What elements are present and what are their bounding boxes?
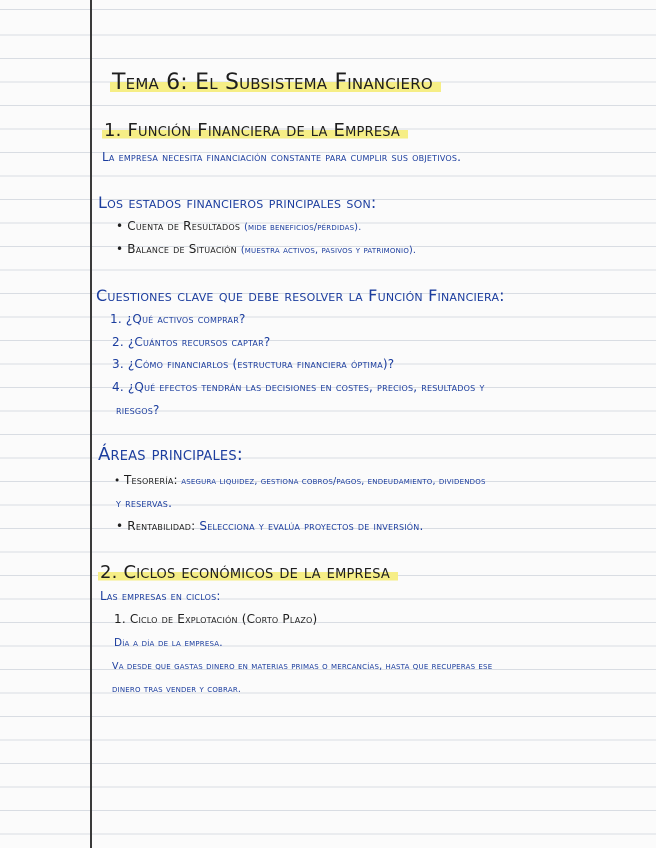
- section2-heading: 2. Ciclos económicos de la empresa: [98, 562, 398, 583]
- cycle1-line-3: dinero tras vender y cobrar.: [112, 684, 242, 695]
- section1-intro: La empresa necesita financiación constante para cumplir sus objetivos.: [102, 150, 462, 164]
- cycle1-heading: 1. Ciclo de Explotación (Corto Plazo): [114, 612, 318, 626]
- list-item-continued: y reservas.: [116, 496, 173, 510]
- list-item: • Cuenta de Resultados (mide beneficios/pérdidas).: [116, 219, 362, 233]
- question-item-1: 1. ¿Qué activos comprar?: [110, 312, 246, 326]
- states-heading: Los estados financieros principales son:: [98, 193, 377, 212]
- page-title: Tema 6: El Subsistema Financiero: [110, 70, 441, 95]
- cycle1-line-1: Día a día de la empresa.: [114, 637, 223, 649]
- questions-heading: Cuestiones clave que debe resolver la Función Financiera:: [96, 286, 505, 305]
- section1-heading: 1. Función Financiera de la Empresa: [102, 120, 408, 141]
- question-item-4: 4. ¿Qué efectos tendrán las decisiones en costes, precios, resultados y: [112, 380, 485, 394]
- areas-heading: Áreas principales:: [98, 444, 244, 465]
- list-item: • Balance de Situación (muestra activos, pasivos y patrimonio).: [116, 242, 417, 256]
- question-item-2: 2. ¿Cuántos recursos captar?: [112, 335, 271, 349]
- list-item: • Tesorería: asegura liquidez, gestiona cobros/pagos, endeudamiento, dividendos: [114, 473, 486, 487]
- question-item-4-continued: riesgos?: [116, 403, 160, 417]
- list-item: • Rentabilidad: Selecciona y evalúa proyectos de inversión.: [116, 519, 424, 533]
- notebook-margin-line: [90, 0, 92, 848]
- question-item-3: 3. ¿Cómo financiarlos (estructura financiera óptima)?: [112, 357, 395, 371]
- cycle1-line-2: Va desde que gastas dinero en materias primas o mercancías, hasta que recuperas ese: [112, 661, 493, 672]
- section2-intro: Las empresas en ciclos:: [100, 589, 221, 603]
